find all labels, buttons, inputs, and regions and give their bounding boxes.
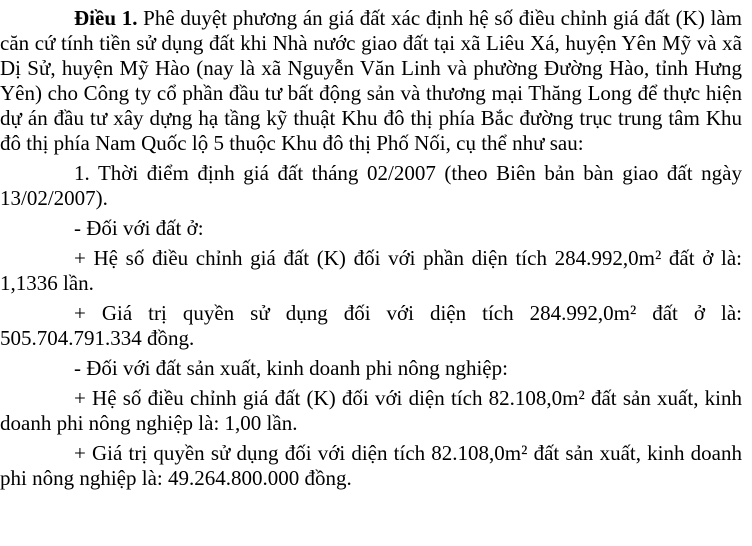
residential-coefficient-paragraph: + Hệ số điều chỉnh giá đất (K) đối với phần diện tích 284.992,0m² đất ở là: 1,1336 lần. — [0, 246, 742, 295]
residential-land-heading: - Đối với đất ở: — [74, 216, 204, 240]
time-of-valuation-paragraph: 1. Thời điểm định giá đất tháng 02/2007 (theo Biên bản bàn giao đất ngày 13/02/2007). — [0, 161, 742, 210]
document-body — [0, 6, 742, 491]
residential-value-paragraph: + Giá trị quyền sử dụng đối với diện tích 284.992,0m² đất ở là: 505.704.791.334 đồng. — [0, 301, 742, 350]
commercial-coefficient-paragraph: + Hệ số điều chỉnh giá đất (K) đối với diện tích 82.108,0m² đất sản xuất, kinh doanh phi nông nghiệp là: 1,00 lần. — [0, 386, 742, 435]
commercial-value-paragraph: + Giá trị quyền sử dụng đối với diện tích 82.108,0m² đất sản xuất, kinh doanh phi nông nghiệp là: 49.264.800.000 đồng. — [0, 441, 742, 490]
article-1-paragraph — [0, 6, 742, 156]
article-label: Điều 1. — [74, 6, 138, 30]
article-text: Phê duyệt phương án giá đất xác định hệ số điều chỉnh giá đất (K) làm căn cứ tính tiền sử dụng đất khi Nhà nước giao đất tại xã Liêu Xá, huyện Yên Mỹ và xã Dị Sử, huyện Mỹ Hào (nay là xã Nguyễn Văn Linh và phường Đường Hào, tỉnh Hưng Yên) cho Công ty cổ phần đầu tư bất động sản và thương mại Thăng Long để thực hiện dự án đầu tư xây dựng hạ tầng kỹ thuật Khu đô thị phía Bắc đường trục trung tâm Khu đô thị phía Nam Quốc lộ 5 thuộc Khu đô thị Phố Nối, cụ thể như sau: — [0, 6, 743, 155]
commercial-land-heading: - Đối với đất sản xuất, kinh doanh phi nông nghiệp: — [74, 356, 508, 380]
